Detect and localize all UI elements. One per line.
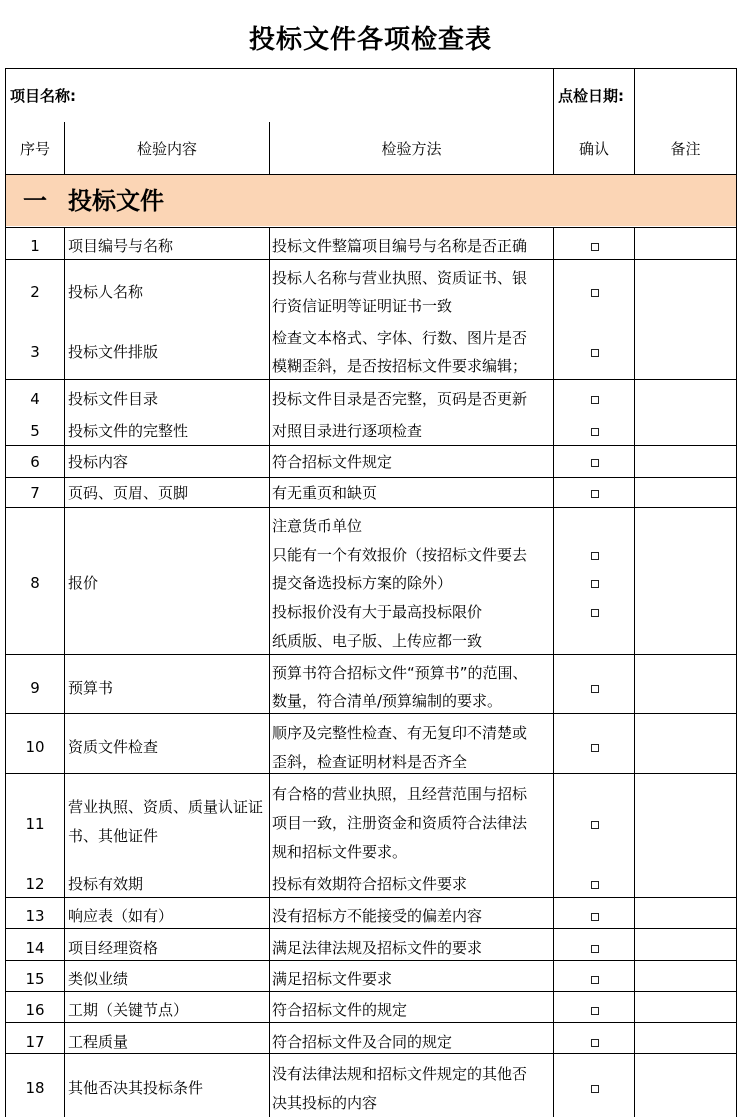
row-method: 符合招标文件的规定 bbox=[272, 1001, 408, 1019]
row-method: 符合招标文件及合同的规定 bbox=[272, 1033, 453, 1051]
row-method: 符合招标文件规定 bbox=[272, 453, 393, 471]
row-number: 4 bbox=[30, 390, 40, 408]
row-method-line: 注意货币单位 bbox=[272, 517, 363, 535]
confirm-checkbox[interactable] bbox=[591, 349, 599, 357]
row-method-line: 投标人名称与营业执照、资质证书、银 bbox=[272, 269, 528, 287]
grid-line bbox=[269, 227, 270, 1117]
row-number: 14 bbox=[25, 939, 45, 957]
row-number: 3 bbox=[30, 343, 40, 361]
row-method: 投标文件整篇项目编号与名称是否正确 bbox=[272, 237, 528, 255]
row-method-line: 顺序及完整性检查、有无复印不清楚或 bbox=[272, 724, 528, 742]
row-method-line: 有合格的营业执照，且经营范围与招标 bbox=[272, 785, 528, 803]
row-item: 预算书 bbox=[68, 679, 114, 697]
row-number: 17 bbox=[25, 1033, 45, 1051]
grid-line bbox=[6, 259, 737, 260]
col-header-content: 检验内容 bbox=[136, 140, 197, 158]
row-item: 投标有效期 bbox=[68, 875, 144, 893]
grid-line bbox=[6, 174, 737, 175]
row-method-line: 检查文本格式、字体、行数、图片是否 bbox=[272, 329, 528, 347]
row-method-line: 行资信证明等证明证书一致 bbox=[272, 297, 453, 315]
confirm-checkbox[interactable] bbox=[591, 1085, 599, 1093]
row-method-line: 规和招标文件要求。 bbox=[272, 843, 408, 861]
row-item: 投标人名称 bbox=[68, 283, 144, 301]
grid-line bbox=[6, 507, 737, 508]
confirm-checkbox[interactable] bbox=[591, 552, 599, 560]
grid-line bbox=[6, 960, 737, 961]
col-header-no: 序号 bbox=[19, 140, 50, 158]
row-method-line: 预算书符合招标文件“预算书”的范围、 bbox=[272, 664, 528, 682]
row-method-line: 纸质版、电子版、上传应都一致 bbox=[272, 632, 483, 650]
project-name-label: 项目名称: bbox=[10, 87, 76, 105]
row-number: 18 bbox=[25, 1079, 45, 1097]
confirm-checkbox[interactable] bbox=[591, 1039, 599, 1047]
row-item: 投标内容 bbox=[68, 453, 129, 471]
row-method-line: 投标报价没有大于最高投标限价 bbox=[272, 603, 483, 621]
row-number: 15 bbox=[25, 970, 45, 988]
page-title: 投标文件各项检查表 bbox=[248, 25, 492, 55]
confirm-checkbox[interactable] bbox=[591, 289, 599, 297]
row-method: 满足招标文件要求 bbox=[272, 970, 393, 988]
grid-line bbox=[553, 227, 554, 1117]
row-method-line: 只能有一个有效报价（按招标文件要去 bbox=[272, 546, 528, 564]
grid-line bbox=[634, 227, 635, 1117]
row-number: 13 bbox=[25, 907, 45, 925]
confirm-checkbox[interactable] bbox=[591, 821, 599, 829]
col-header-note: 备注 bbox=[670, 140, 701, 158]
confirm-checkbox[interactable] bbox=[591, 459, 599, 467]
grid-line bbox=[6, 991, 737, 992]
section-title: 投标文件 bbox=[68, 187, 164, 215]
grid-line bbox=[736, 68, 737, 1117]
confirm-checkbox[interactable] bbox=[591, 685, 599, 693]
grid-line bbox=[6, 477, 737, 478]
confirm-checkbox[interactable] bbox=[591, 490, 599, 498]
row-number: 12 bbox=[25, 875, 45, 893]
row-item: 项目经理资格 bbox=[68, 939, 159, 957]
row-item: 资质文件检查 bbox=[68, 738, 159, 756]
row-item-line: 营业执照、资质、质量认证证 bbox=[68, 798, 264, 816]
row-method: 有无重页和缺页 bbox=[272, 484, 378, 502]
grid-line bbox=[6, 445, 737, 446]
row-number: 11 bbox=[25, 815, 45, 833]
inspection-date-label: 点检日期: bbox=[558, 87, 624, 105]
row-method: 满足法律法规及招标文件的要求 bbox=[272, 939, 483, 957]
row-method: 投标文件目录是否完整，页码是否更新 bbox=[272, 390, 528, 408]
row-item: 工期（关键节点） bbox=[68, 1001, 189, 1019]
confirm-checkbox[interactable] bbox=[591, 1007, 599, 1015]
row-method-line: 模糊歪斜，是否按招标文件要求编辑； bbox=[272, 357, 528, 375]
section-number: 一 bbox=[23, 187, 47, 215]
grid-line bbox=[6, 379, 737, 380]
grid-line bbox=[64, 227, 65, 1117]
row-item-line: 书、其他证件 bbox=[68, 827, 159, 845]
grid-line bbox=[6, 897, 737, 898]
row-number: 7 bbox=[30, 484, 40, 502]
row-method-line: 歪斜，检查证明材料是否齐全 bbox=[272, 753, 468, 771]
row-item: 投标文件排版 bbox=[68, 343, 159, 361]
row-item: 类似业绩 bbox=[68, 970, 129, 988]
row-method: 没有招标方不能接受的偏差内容 bbox=[272, 907, 483, 925]
confirm-checkbox[interactable] bbox=[591, 976, 599, 984]
row-method-line: 数量，符合清单/预算编制的要求。 bbox=[272, 692, 503, 710]
grid-line bbox=[6, 654, 737, 655]
row-number: 16 bbox=[25, 1001, 45, 1019]
row-method-line: 决其投标的内容 bbox=[272, 1094, 378, 1112]
row-method-line: 提交备选投标方案的除外） bbox=[272, 574, 453, 592]
confirm-checkbox[interactable] bbox=[591, 609, 599, 617]
row-item: 其他否决其投标条件 bbox=[68, 1079, 204, 1097]
confirm-checkbox[interactable] bbox=[591, 945, 599, 953]
row-number: 2 bbox=[30, 283, 40, 301]
row-number: 9 bbox=[30, 679, 40, 697]
row-number: 6 bbox=[30, 453, 40, 471]
col-header-method: 检验方法 bbox=[381, 140, 442, 158]
col-header-confirm: 确认 bbox=[578, 140, 609, 158]
row-method-line: 项目一致，注册资金和资质符合法律法 bbox=[272, 814, 528, 832]
grid-line bbox=[6, 68, 737, 69]
row-item: 投标文件目录 bbox=[68, 390, 159, 408]
row-item: 工程质量 bbox=[68, 1033, 129, 1051]
row-number: 10 bbox=[25, 738, 45, 756]
grid-line bbox=[6, 928, 737, 929]
grid-line bbox=[6, 1022, 737, 1023]
grid-line bbox=[6, 713, 737, 714]
row-item: 响应表（如有） bbox=[68, 907, 174, 925]
confirm-checkbox[interactable] bbox=[591, 580, 599, 588]
confirm-checkbox[interactable] bbox=[591, 243, 599, 251]
row-item: 项目编号与名称 bbox=[68, 237, 174, 255]
row-number: 1 bbox=[30, 237, 40, 255]
row-method-line: 没有法律法规和招标文件规定的其他否 bbox=[272, 1065, 528, 1083]
row-method: 对照目录进行逐项检查 bbox=[272, 422, 423, 440]
confirm-checkbox[interactable] bbox=[591, 396, 599, 404]
grid-line bbox=[6, 1053, 737, 1054]
row-method: 投标有效期符合招标文件要求 bbox=[272, 875, 468, 893]
row-item: 页码、页眉、页脚 bbox=[68, 484, 189, 502]
row-number: 8 bbox=[30, 574, 40, 592]
grid-line bbox=[6, 227, 737, 228]
row-number: 5 bbox=[30, 422, 40, 440]
grid-line bbox=[6, 773, 737, 774]
confirm-checkbox[interactable] bbox=[591, 913, 599, 921]
confirm-checkbox[interactable] bbox=[591, 744, 599, 752]
row-item: 报价 bbox=[68, 574, 99, 592]
row-item: 投标文件的完整性 bbox=[68, 422, 189, 440]
confirm-checkbox[interactable] bbox=[591, 881, 599, 889]
confirm-checkbox[interactable] bbox=[591, 428, 599, 436]
